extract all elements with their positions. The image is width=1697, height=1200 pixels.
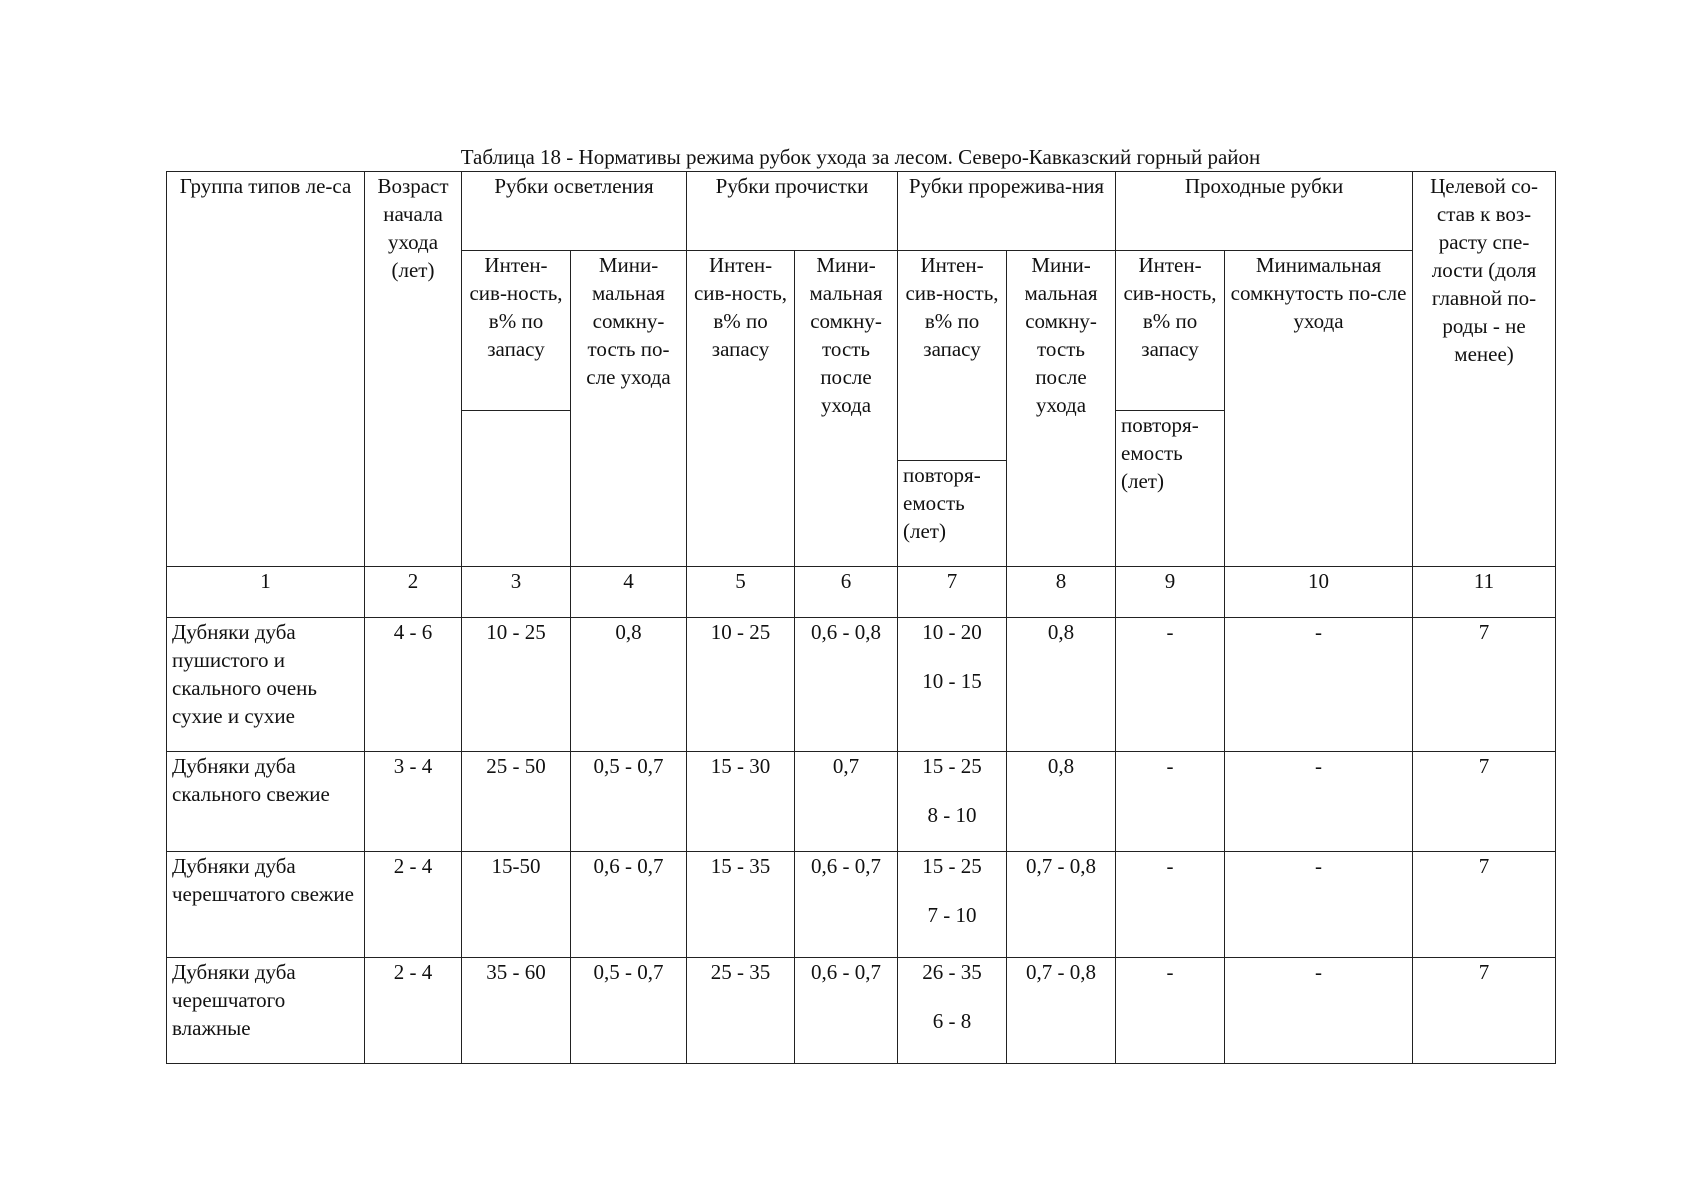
prokh-closure-cell: - bbox=[1225, 852, 1413, 958]
column-number-row bbox=[167, 567, 1556, 618]
proch-closure-cell: 0,6 - 0,7 bbox=[795, 958, 898, 1064]
header-prokhodnye: Проходные рубки bbox=[1116, 172, 1413, 251]
prorezh-intensity-cell bbox=[898, 958, 1007, 1064]
header-prokh-repeatability: повторя-емость (лет) bbox=[1116, 411, 1225, 567]
prorezh-closure-cell: 0,8 bbox=[1007, 618, 1116, 752]
header-age: Возраст начала ухода (лет) bbox=[365, 172, 462, 567]
prorezh-closure-cell: 0,7 - 0,8 bbox=[1007, 958, 1116, 1064]
osv-closure-cell: 0,5 - 0,7 bbox=[571, 958, 687, 1064]
osv-intensity-cell: 35 - 60 bbox=[462, 958, 571, 1064]
prorezh-intensity-value: 10 - 20 bbox=[922, 620, 982, 644]
start-age-cell: 2 - 4 bbox=[365, 958, 462, 1064]
header-osv-empty-cell bbox=[462, 411, 571, 567]
header-osvetlenie: Рубки осветления bbox=[462, 172, 687, 251]
column-number: 2 bbox=[365, 567, 462, 618]
header-group: Группа типов ле-са bbox=[167, 172, 365, 567]
target-composition-cell: 7 bbox=[1413, 852, 1556, 958]
column-number: 7 bbox=[898, 567, 1007, 618]
osv-intensity-cell: 10 - 25 bbox=[462, 618, 571, 752]
table-row bbox=[167, 852, 1556, 958]
proch-closure-cell: 0,6 - 0,8 bbox=[795, 618, 898, 752]
prorezh-intensity-cell bbox=[898, 752, 1007, 852]
column-number: 10 bbox=[1225, 567, 1413, 618]
prorezh-intensity-value: 15 - 25 bbox=[922, 754, 982, 778]
column-number: 11 bbox=[1413, 567, 1556, 618]
header-osv-intensity: Интен-сив-ность, в% по запасу bbox=[462, 251, 571, 411]
column-number: 8 bbox=[1007, 567, 1116, 618]
osv-intensity-cell: 25 - 50 bbox=[462, 752, 571, 852]
table-row bbox=[167, 752, 1556, 852]
start-age-cell: 3 - 4 bbox=[365, 752, 462, 852]
forest-group-cell: Дубняки дуба скального свежие bbox=[167, 752, 365, 852]
header-osv-min-closure: Мини-мальная сомкну-тость по-сле ухода bbox=[571, 251, 687, 567]
osv-closure-cell: 0,8 bbox=[571, 618, 687, 752]
prorezh-intensity-value: 26 - 35 bbox=[922, 960, 982, 984]
forest-group-cell: Дубняки дуба черешчатого влажные bbox=[167, 958, 365, 1064]
column-number: 5 bbox=[687, 567, 795, 618]
osv-closure-cell: 0,6 - 0,7 bbox=[571, 852, 687, 958]
header-prokh-min-closure: Минимальная сомкнутость по-сле ухода bbox=[1225, 251, 1413, 567]
prorezh-repeatability-value: 8 - 10 bbox=[927, 803, 977, 827]
table-row bbox=[167, 618, 1556, 752]
header-prokh-intensity: Интен-сив-ность, в% по запасу bbox=[1116, 251, 1225, 411]
prorezh-repeatability-value: 10 - 15 bbox=[922, 669, 982, 693]
osv-closure-cell: 0,5 - 0,7 bbox=[571, 752, 687, 852]
forest-care-norms-table bbox=[166, 171, 1556, 1064]
table-caption: Таблица 18 - Нормативы режима рубок ухода за лесом. Северо-Кавказский горный район bbox=[460, 145, 1261, 169]
header-prorezh-min-closure: Мини-мальная сомкну-тость после ухода bbox=[1007, 251, 1116, 567]
column-number: 4 bbox=[571, 567, 687, 618]
header-prorezh-intensity: Интен-сив-ность, в% по запасу bbox=[898, 251, 1007, 461]
header-proch-intensity: Интен-сив-ность, в% по запасу bbox=[687, 251, 795, 567]
osv-intensity-cell: 15-50 bbox=[462, 852, 571, 958]
target-composition-cell: 7 bbox=[1413, 618, 1556, 752]
prokh-intensity-cell: - bbox=[1116, 752, 1225, 852]
target-composition-cell: 7 bbox=[1413, 752, 1556, 852]
start-age-cell: 2 - 4 bbox=[365, 852, 462, 958]
column-number: 6 bbox=[795, 567, 898, 618]
header-prorezh-repeatability: повторя-емость (лет) bbox=[898, 461, 1007, 567]
start-age-cell: 4 - 6 bbox=[365, 618, 462, 752]
proch-closure-cell: 0,7 bbox=[795, 752, 898, 852]
column-number: 3 bbox=[462, 567, 571, 618]
prokh-closure-cell: - bbox=[1225, 618, 1413, 752]
prorezh-intensity-cell bbox=[898, 618, 1007, 752]
proch-closure-cell: 0,6 - 0,7 bbox=[795, 852, 898, 958]
column-number: 9 bbox=[1116, 567, 1225, 618]
prokh-intensity-cell: - bbox=[1116, 852, 1225, 958]
prorezh-repeatability-value: 6 - 8 bbox=[932, 1009, 972, 1033]
header-prorezhivanie: Рубки прорежива-ния bbox=[898, 172, 1116, 251]
prorezh-closure-cell: 0,7 - 0,8 bbox=[1007, 852, 1116, 958]
proch-intensity-cell: 10 - 25 bbox=[687, 618, 795, 752]
prorezh-repeatability-value: 7 - 10 bbox=[927, 903, 977, 927]
prorezh-intensity-cell bbox=[898, 852, 1007, 958]
header-target-composition: Целевой со-став к воз-расту спе-лости (доля главной по-роды - не менее) bbox=[1413, 172, 1556, 567]
prorezh-intensity-value: 15 - 25 bbox=[922, 854, 982, 878]
prokh-closure-cell: - bbox=[1225, 958, 1413, 1064]
prokh-intensity-cell: - bbox=[1116, 618, 1225, 752]
forest-group-cell: Дубняки дуба черешчатого свежие bbox=[167, 852, 365, 958]
target-composition-cell: 7 bbox=[1413, 958, 1556, 1064]
proch-intensity-cell: 25 - 35 bbox=[687, 958, 795, 1064]
header-proch-min-closure: Мини-мальная сомкну-тость после ухода bbox=[795, 251, 898, 567]
prokh-closure-cell: - bbox=[1225, 752, 1413, 852]
forest-group-cell: Дубняки дуба пушистого и скального очень сухие и сухие bbox=[167, 618, 365, 752]
prokh-intensity-cell: - bbox=[1116, 958, 1225, 1064]
prorezh-closure-cell: 0,8 bbox=[1007, 752, 1116, 852]
column-number: 1 bbox=[167, 567, 365, 618]
proch-intensity-cell: 15 - 30 bbox=[687, 752, 795, 852]
header-prochistka: Рубки прочистки bbox=[687, 172, 898, 251]
table-row bbox=[167, 958, 1556, 1064]
proch-intensity-cell: 15 - 35 bbox=[687, 852, 795, 958]
